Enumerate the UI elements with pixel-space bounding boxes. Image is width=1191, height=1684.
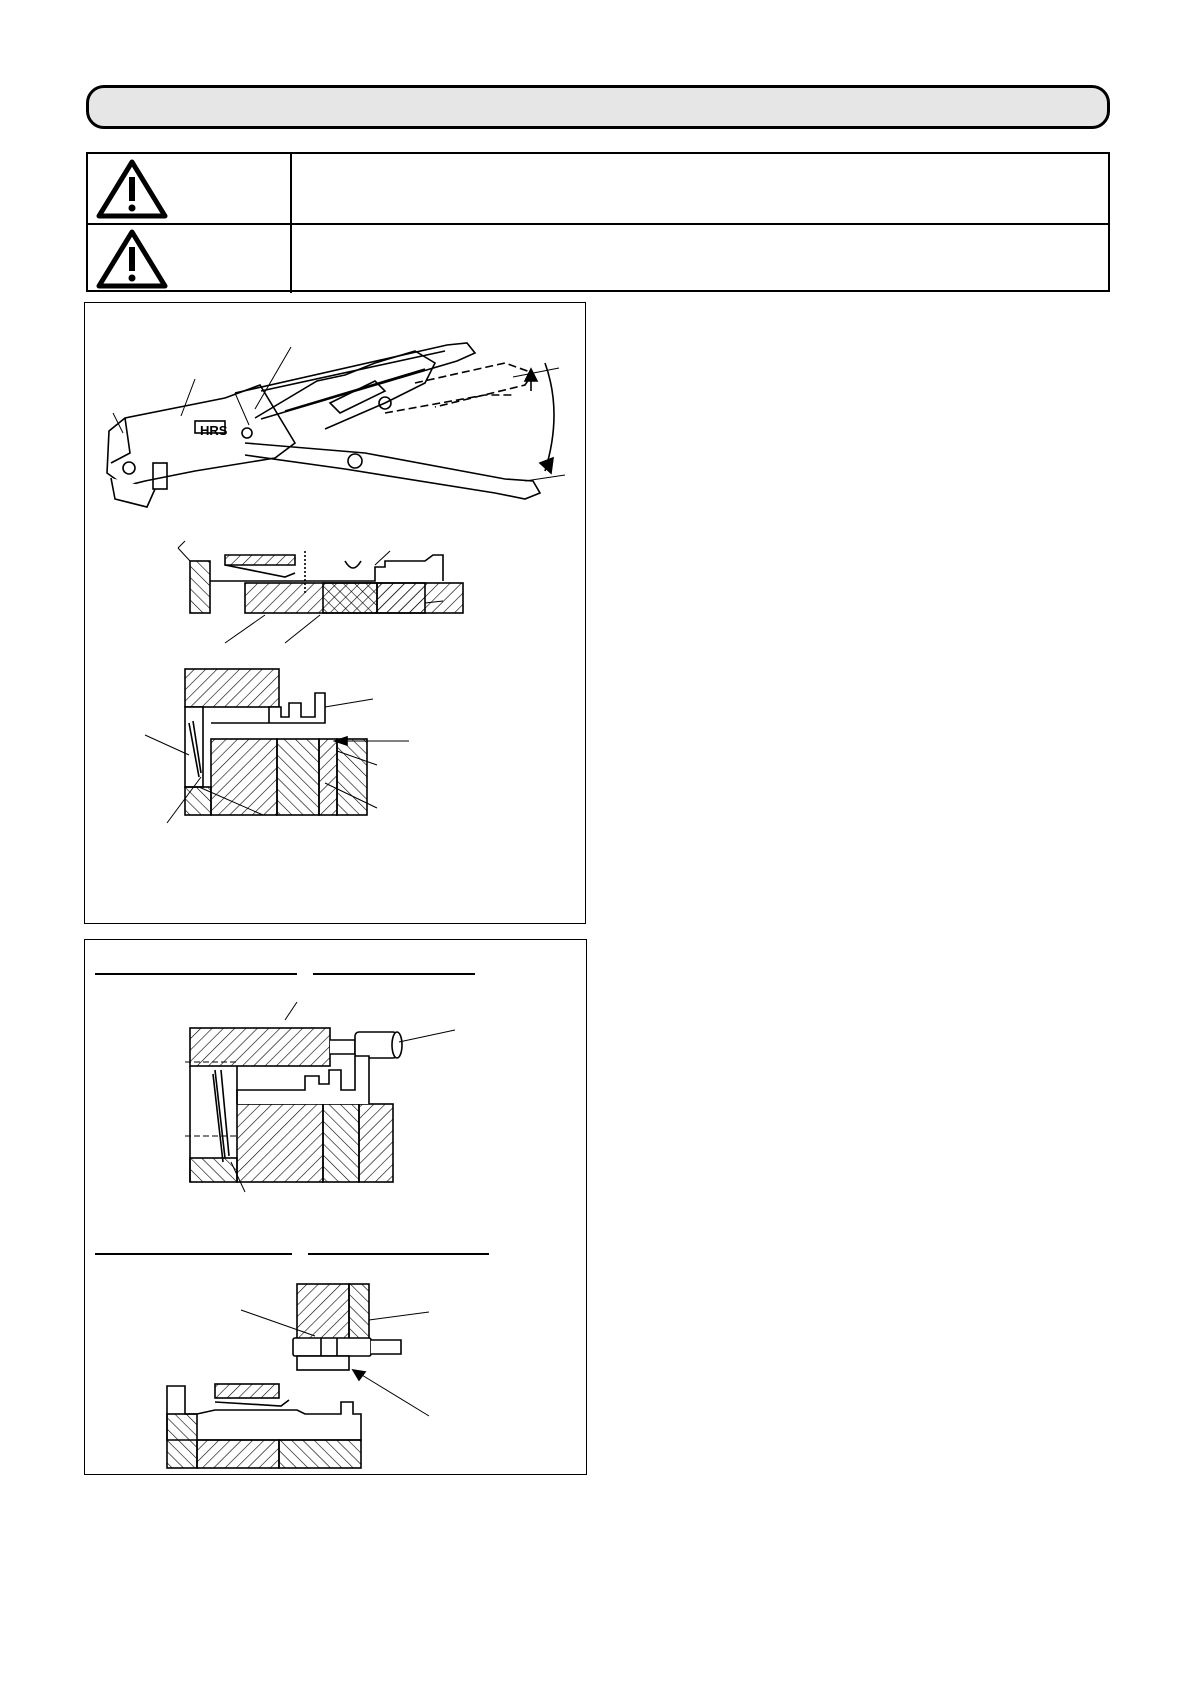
tool-logo: HRS — [200, 423, 228, 438]
crimp-tool-drawing — [107, 343, 565, 507]
die-detail-b — [167, 1284, 429, 1468]
die-detail-a — [185, 1002, 455, 1192]
figure-panel-details — [84, 939, 587, 1475]
die-section-1 — [178, 541, 463, 643]
die-section-2 — [145, 669, 409, 823]
die-detail-illustration — [85, 940, 588, 1476]
section-title-bar — [86, 85, 1110, 129]
figure-panel-tool — [84, 302, 586, 924]
warning-icon-cell — [88, 224, 292, 293]
warning-triangle-icon — [96, 229, 168, 289]
warning-row — [88, 224, 1108, 293]
warning-icon-cell — [88, 154, 292, 223]
crimp-tool-illustration — [85, 303, 587, 925]
warning-table — [86, 152, 1110, 292]
warning-triangle-icon — [96, 159, 168, 219]
warning-row — [88, 154, 1108, 225]
